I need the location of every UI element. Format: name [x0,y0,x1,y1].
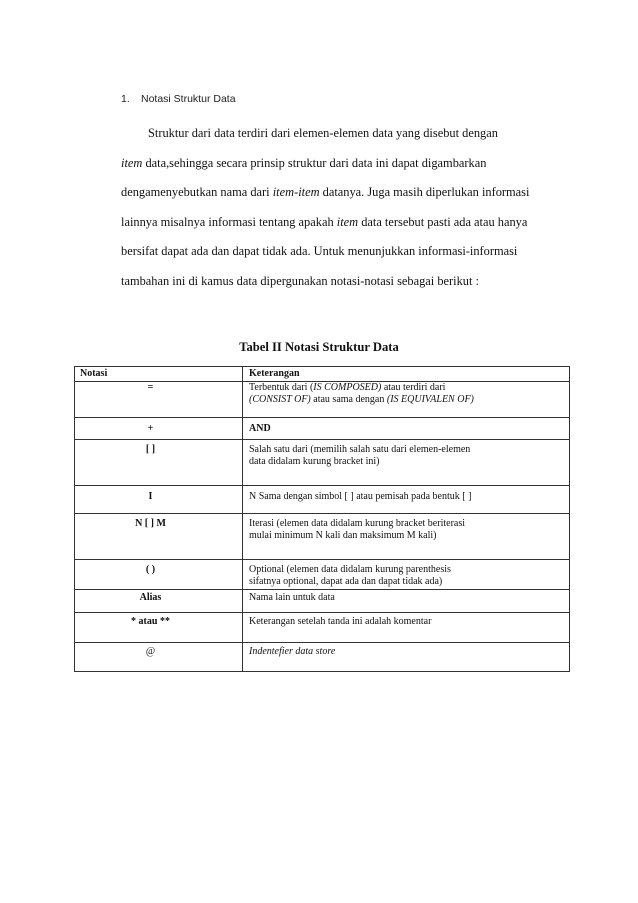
italic-term: item-item [272,185,320,200]
header-keterangan: Keterangan [243,367,570,382]
text: atau terdiri dari [381,381,446,393]
notasi-cell [75,559,243,589]
header-notasi: Notasi [75,367,243,382]
notasi-cell [75,417,243,439]
table-header-row [75,367,570,382]
italic-term: item [121,155,143,170]
table-row [75,642,570,671]
notasi-symbol: = [147,381,154,393]
notasi-cell [75,513,243,559]
notasi-symbol: Alias [139,591,162,603]
section-title: Notasi Struktur Data [141,93,236,105]
body-paragraph [121,119,561,297]
notasi-cell [75,381,243,417]
keterangan-line: data didalam kurung bracket ini) [249,456,380,467]
table-row [75,589,570,612]
notasi-cell [75,439,243,485]
notation-table [74,366,570,672]
paragraph-line [121,208,561,238]
table-row [75,612,570,642]
keterangan-line: sifatnya optional, dapat ada dan dapat tidak ada) [249,576,443,587]
table-row [75,439,570,485]
notasi-symbol: @ [145,645,156,657]
paragraph-text: lainnya misalnya informasi tentang apakah [121,214,337,229]
keterangan-line: Salah satu dari (memilih salah satu dari elemen-elemen [249,443,471,455]
paragraph-line: bersifat dapat ada dan dapat tidak ada. Untuk menunjukkan informasi-informasi [121,244,518,259]
keterangan-cell: Nama lain untuk data [243,589,570,612]
notasi-symbol: [ ] [145,443,156,455]
keterangan-cell [243,439,570,485]
notasi-cell [75,589,243,612]
text: atau sama dengan [310,394,387,405]
text: Terbentuk dari ( [249,381,314,393]
keterangan-line: Iterasi (elemen data didalam kurung bracket beriterasi [249,517,466,529]
keterangan-line [249,394,563,407]
notasi-symbol: N [ ] M [135,517,166,529]
table-caption: Tabel II Notasi Struktur Data [239,340,399,354]
notasi-symbol: ( ) [145,563,156,575]
keterangan-line: Optional (elemen data didalam kurung parenthesis [249,563,451,575]
keterangan-cell: Keterangan setelah tanda ini adalah komentar [243,612,570,642]
keterangan-cell: Indentefier data store [243,642,570,671]
paragraph-line [121,178,561,208]
italic-term: (IS EQUIVALEN OF) [386,394,474,405]
section-heading [121,93,236,105]
table-row [75,417,570,439]
notasi-symbol: + [147,422,154,434]
keterangan-line: mulai minimum N kali dan maksimum M kali) [249,530,437,541]
paragraph-text: datanya. Juga masih diperlukan informasi [319,185,530,200]
paragraph-line: Struktur dari data terdiri dari elemen-elemen data yang disebut dengan [148,126,498,140]
notasi-cell [75,612,243,642]
notasi-cell [75,642,243,671]
table-row [75,559,570,589]
paragraph-text: data tersebut pasti ada atau hanya [358,214,528,229]
keterangan-cell [243,381,570,417]
notasi-symbol: * atau ** [131,615,170,627]
notasi-symbol: I [148,490,153,502]
paragraph-line [121,149,561,179]
notasi-cell [75,485,243,513]
keterangan-cell: N Sama dengan simbol [ ] atau pemisah pada bentuk [ ] [243,485,570,513]
italic-term: item [336,214,359,229]
keterangan-cell [243,513,570,559]
table-row [75,381,570,417]
keterangan-cell: AND [243,417,570,439]
italic-term: (CONSIST OF) [249,394,311,405]
table-row [75,485,570,513]
table-row [75,513,570,559]
section-number: 1. [121,93,130,105]
paragraph-text: data,sehingga secara prinsip struktur dari data ini dapat digambarkan [142,155,487,170]
paragraph-text: dengamenyebutkan nama dari [121,185,273,200]
keterangan-line [249,382,563,395]
keterangan-cell [243,559,570,589]
paragraph-line: tambahan ini di kamus data dipergunakan notasi-notasi sebagai berikut : [121,273,479,288]
italic-term: IS COMPOSED) [313,381,382,393]
